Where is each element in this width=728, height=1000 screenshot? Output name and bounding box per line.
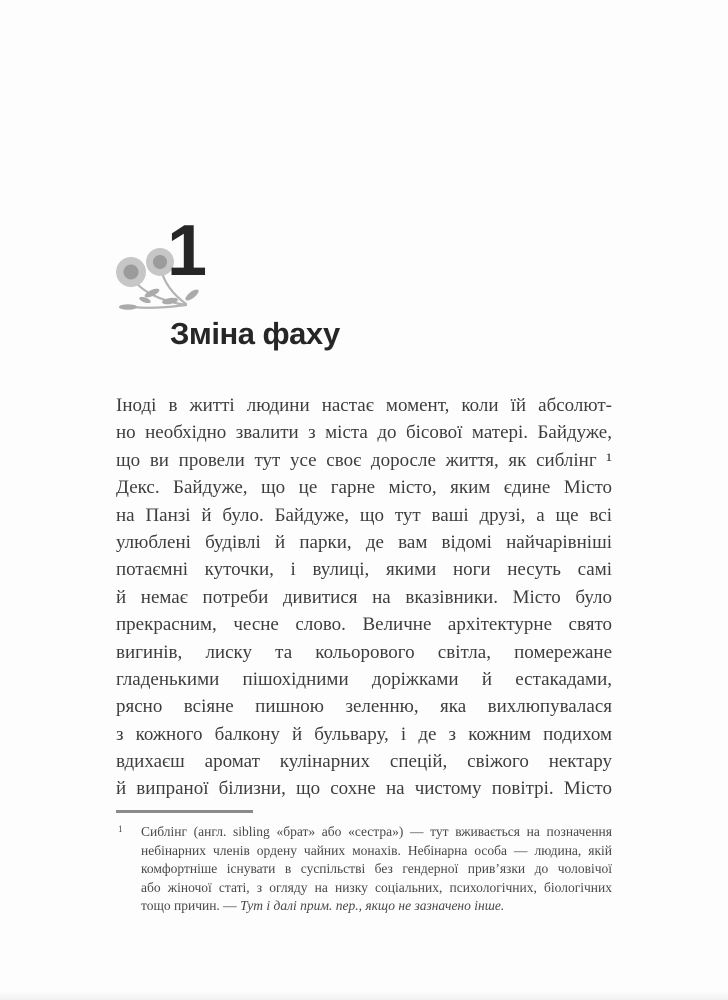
body-line: вдихаєш аромат кулінарних спецій, свіжого нектару: [116, 751, 612, 773]
body-line: й немає потреби дивитися на вказівники. Місто було: [116, 586, 612, 608]
body-line: прекрасним, чесне слово. Величне архітектурне свято: [116, 614, 612, 636]
footnote-lines: [116, 823, 612, 916]
body-line: улюблені будівлі й парки, де вам відомі найчарівніші: [116, 531, 612, 553]
body-line: потаємні куточки, і вулиці, якими ноги несуть самі: [116, 559, 612, 581]
body-line: з кожного балкону й бульвару, і де з кожним подихом: [116, 723, 612, 745]
chapter-title: Зміна фаху: [170, 316, 340, 351]
footnote-line: або жіночої статі, з огляду на низку соціальних, психологічних, біологічних: [141, 879, 612, 895]
footnote-line: Сиблінг (англ. sibling «брат» або «сестра») — тут вживається на позначення: [141, 824, 612, 839]
body-line: що ви провели тут усе своє доросле життя, як сиблінг ¹: [116, 449, 612, 471]
body-line: й випраної білизни, що сохне на чистому повітрі. Місто: [116, 778, 612, 800]
body-line: вигинів, лиску та кольорового світла, помережане: [116, 641, 612, 663]
footnote-marker: 1: [118, 824, 123, 834]
body-line: рясно всіяне пишною зеленню, яка вихлюпувалася: [116, 696, 612, 718]
footnote: [116, 823, 612, 916]
page-edge-shadow: [0, 991, 728, 1000]
body-paragraph: [116, 392, 612, 803]
body-line: гладенькими пішохідними доріжками й естакадами,: [116, 668, 612, 690]
footnote-separator: [116, 810, 253, 813]
body-line: Іноді в житті людини настає момент, коли їй абсолют-: [116, 395, 612, 416]
footnote-line: комфортніше існувати в суспільстві без гендерної прив’язки до чоловічої: [141, 861, 612, 877]
footnote-line: небінарних членів ордену чайних монахів. Небінарна особа — людина, якій: [141, 842, 612, 858]
chapter-number: 1: [167, 211, 206, 291]
body-line: на Панзі й було. Байдуже, що тут ваші друзі, а ще всі: [116, 504, 612, 526]
footnote-line: тощо причин. — Тут і далі прим. пер., якщо не зазначено інше.: [141, 898, 505, 914]
body-line: но необхідно звалити з міста до бісової матері. Байдуже,: [116, 422, 612, 444]
body-line: Декс. Байдуже, що це гарне місто, яким єдине Місто: [116, 477, 612, 499]
